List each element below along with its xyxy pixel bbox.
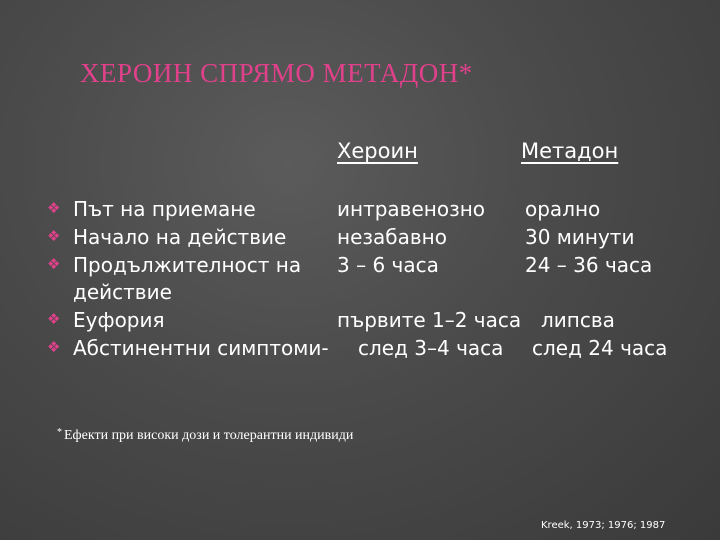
diamond-bullet-icon: ❖ bbox=[47, 256, 61, 273]
diamond-bullet-icon: ❖ bbox=[47, 339, 61, 356]
row-heroin-value: 3 – 6 часа bbox=[337, 253, 439, 277]
row-heroin-value: първите 1–2 часа bbox=[337, 308, 522, 332]
source-citation: Kreek, 1973; 1976; 1987 bbox=[541, 520, 666, 531]
diamond-bullet-icon: ❖ bbox=[47, 200, 61, 217]
footnote-text: Ефекти при високи дози и толерантни индивиди bbox=[64, 428, 354, 443]
column-header-heroin: Хероин bbox=[337, 139, 418, 163]
row-methadone-value: орално bbox=[525, 197, 601, 221]
row-methadone-value: 30 минути bbox=[525, 225, 635, 249]
row-heroin-value: след 3–4 часа bbox=[358, 336, 504, 360]
row-methadone-value: след 24 часа bbox=[532, 336, 668, 360]
row-label: Еуфория bbox=[73, 308, 165, 332]
row-label: Начало на действие bbox=[73, 225, 287, 249]
column-header-methadone: Метадон bbox=[521, 139, 619, 163]
row-heroin-value: интравенозно bbox=[337, 197, 486, 221]
row-label: Продължителност на bbox=[73, 253, 302, 277]
row-methadone-value: 24 – 36 часа bbox=[525, 253, 653, 277]
row-label: Абстинентни симптоми- bbox=[73, 336, 329, 360]
row-label-continuation: действие bbox=[73, 280, 172, 304]
row-methadone-value: липсва bbox=[541, 308, 615, 332]
footnote-mark: * bbox=[57, 427, 62, 438]
row-heroin-value: незабавно bbox=[337, 225, 447, 249]
diamond-bullet-icon: ❖ bbox=[47, 228, 61, 245]
slide-title: ХЕРОИН СПРЯМО МЕТАДОН* bbox=[80, 58, 473, 88]
diamond-bullet-icon: ❖ bbox=[47, 311, 61, 328]
footnote bbox=[57, 427, 353, 444]
row-label: Път на приемане bbox=[73, 197, 256, 221]
